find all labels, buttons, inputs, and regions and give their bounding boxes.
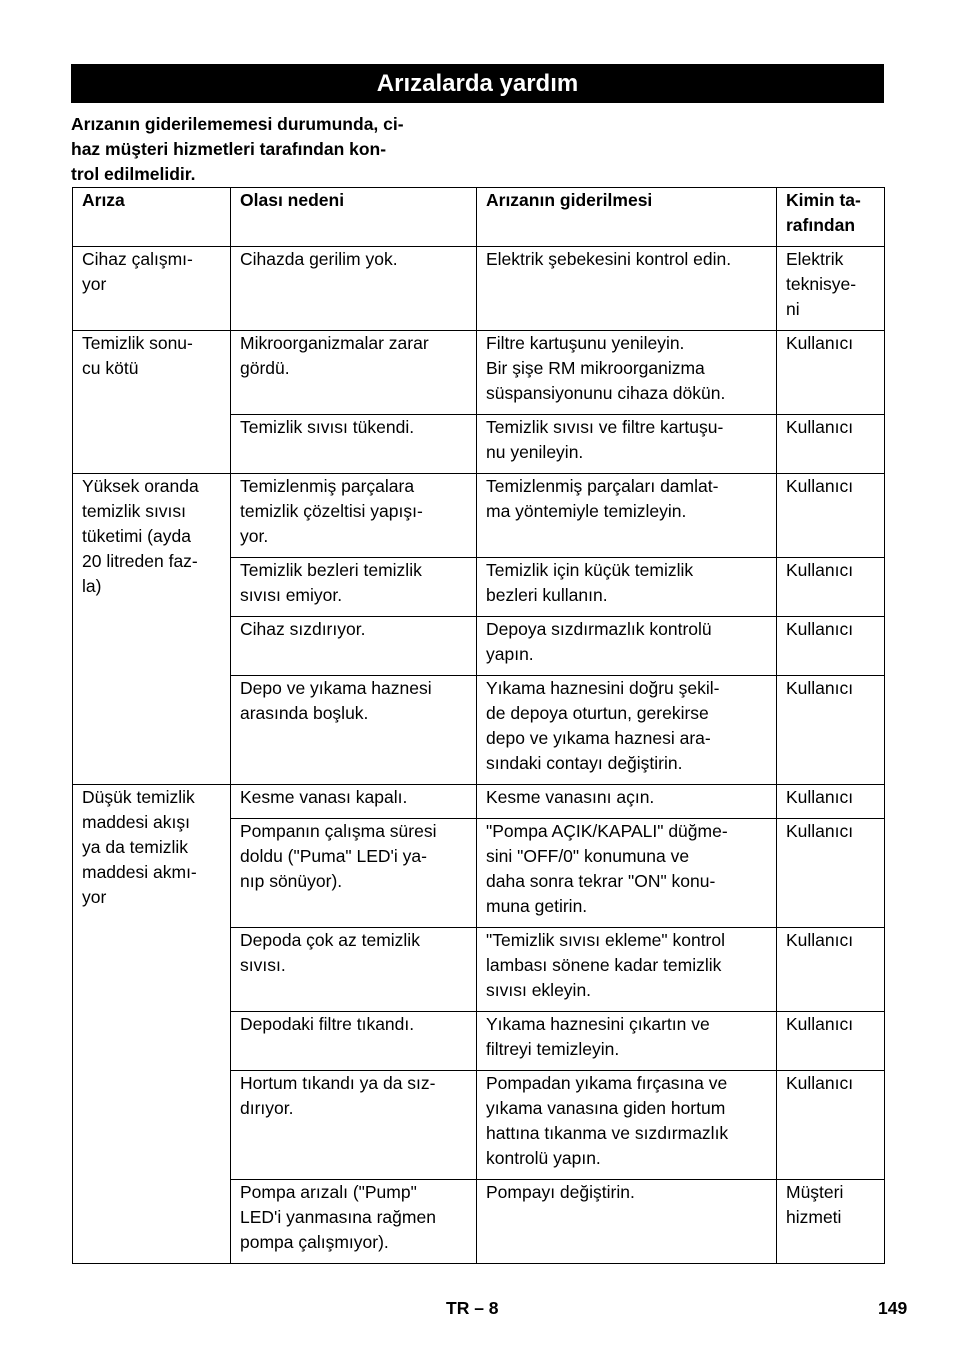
cause-cell: Pompa arızalı ("Pump" LED'i yanmasına rağmen pompa çalışmıyor).: [231, 1180, 477, 1264]
remedy-cell: Pompayı değiştirin.: [477, 1180, 777, 1264]
responsible-cell: Kullanıcı: [777, 928, 885, 1012]
page-title: Arızalarda yardım: [71, 64, 884, 103]
fault-cell: Yüksek oranda temizlik sıvısı tüketimi (ayda 20 litreden faz- la): [73, 474, 231, 785]
cause-cell: Pompanın çalışma süresi doldu ("Puma" LED'i ya- nıp sönüyor).: [231, 819, 477, 928]
cause-cell: Kesme vanası kapalı.: [231, 785, 477, 819]
cause-cell: Depodaki filtre tıkandı.: [231, 1012, 477, 1071]
troubleshooting-table: [72, 187, 885, 1264]
remedy-cell: Kesme vanasını açın.: [477, 785, 777, 819]
responsible-cell: Kullanıcı: [777, 474, 885, 558]
table-row: [73, 247, 885, 331]
cause-cell: Cihaz sızdırıyor.: [231, 617, 477, 676]
remedy-cell: "Pompa AÇIK/KAPALI" düğme- sini "OFF/0" konumuna ve daha sonra tekrar "ON" konu- muna getirin.: [477, 819, 777, 928]
footer-page-number: 149: [878, 1298, 908, 1318]
responsible-cell: Kullanıcı: [777, 1071, 885, 1180]
remedy-cell: "Temizlik sıvısı ekleme" kontrol lambası sönene kadar temizlik sıvısı ekleyin.: [477, 928, 777, 1012]
cause-cell: Cihazda gerilim yok.: [231, 247, 477, 331]
responsible-cell: Elektrik teknisye- ni: [777, 247, 885, 331]
table-row: [73, 785, 885, 819]
remedy-cell: Filtre kartuşunu yenileyin. Bir şişe RM mikroorganizma süspansiyonunu cihaza dökün.: [477, 331, 777, 415]
table-row: [73, 331, 885, 415]
responsible-cell: Kullanıcı: [777, 415, 885, 474]
intro-note: Arızanın giderilememesi durumunda, ci- haz müşteri hizmetleri tarafından kon- trol edilmelidir.: [71, 114, 404, 184]
remedy-cell: Yıkama haznesini doğru şekil- de depoya oturtun, gerekirse depo ve yıkama haznesi ara- sındaki contayı değiştirin.: [477, 676, 777, 785]
cause-cell: Depoda çok az temizlik sıvısı.: [231, 928, 477, 1012]
header-remedy: Arızanın giderilmesi: [477, 188, 777, 247]
responsible-cell: Kullanıcı: [777, 819, 885, 928]
responsible-cell: Kullanıcı: [777, 676, 885, 785]
header-responsible: Kimin ta- rafından: [777, 188, 885, 247]
header-fault: Arıza: [73, 188, 231, 247]
responsible-cell: Kullanıcı: [777, 558, 885, 617]
cause-cell: Temizlik sıvısı tükendi.: [231, 415, 477, 474]
fault-cell: Düşük temizlik maddesi akışı ya da temizlik maddesi akmı- yor: [73, 785, 231, 1264]
remedy-cell: Yıkama haznesini çıkartın ve filtreyi temizleyin.: [477, 1012, 777, 1071]
remedy-cell: Temizlik için küçük temizlik bezleri kullanın.: [477, 558, 777, 617]
cause-cell: Mikroorganizmalar zarar gördü.: [231, 331, 477, 415]
cause-cell: Hortum tıkandı ya da sız- dırıyor.: [231, 1071, 477, 1180]
responsible-cell: Kullanıcı: [777, 617, 885, 676]
table-header-row: [73, 188, 885, 247]
remedy-cell: Temizlik sıvısı ve filtre kartuşu- nu yenileyin.: [477, 415, 777, 474]
responsible-cell: Kullanıcı: [777, 331, 885, 415]
responsible-cell: Müşteri hizmeti: [777, 1180, 885, 1264]
cause-cell: Temizlenmiş parçalara temizlik çözeltisi yapışı- yor.: [231, 474, 477, 558]
responsible-cell: Kullanıcı: [777, 785, 885, 819]
fault-cell: Cihaz çalışmı- yor: [73, 247, 231, 331]
fault-cell: Temizlik sonu- cu kötü: [73, 331, 231, 474]
remedy-cell: Elektrik şebekesini kontrol edin.: [477, 247, 777, 331]
remedy-cell: Pompadan yıkama fırçasına ve yıkama vanasına giden hortum hattına tıkanma ve sızdırmazlık kontrolü yapın.: [477, 1071, 777, 1180]
table-row: [73, 474, 885, 558]
table-body: [73, 247, 885, 1264]
remedy-cell: Temizlenmiş parçaları damlat- ma yöntemiyle temizleyin.: [477, 474, 777, 558]
cause-cell: Depo ve yıkama haznesi arasında boşluk.: [231, 676, 477, 785]
cause-cell: Temizlik bezleri temizlik sıvısı emiyor.: [231, 558, 477, 617]
remedy-cell: Depoya sızdırmazlık kontrolü yapın.: [477, 617, 777, 676]
responsible-cell: Kullanıcı: [777, 1012, 885, 1071]
header-cause: Olası nedeni: [231, 188, 477, 247]
footer-language-page: TR – 8: [446, 1298, 499, 1318]
